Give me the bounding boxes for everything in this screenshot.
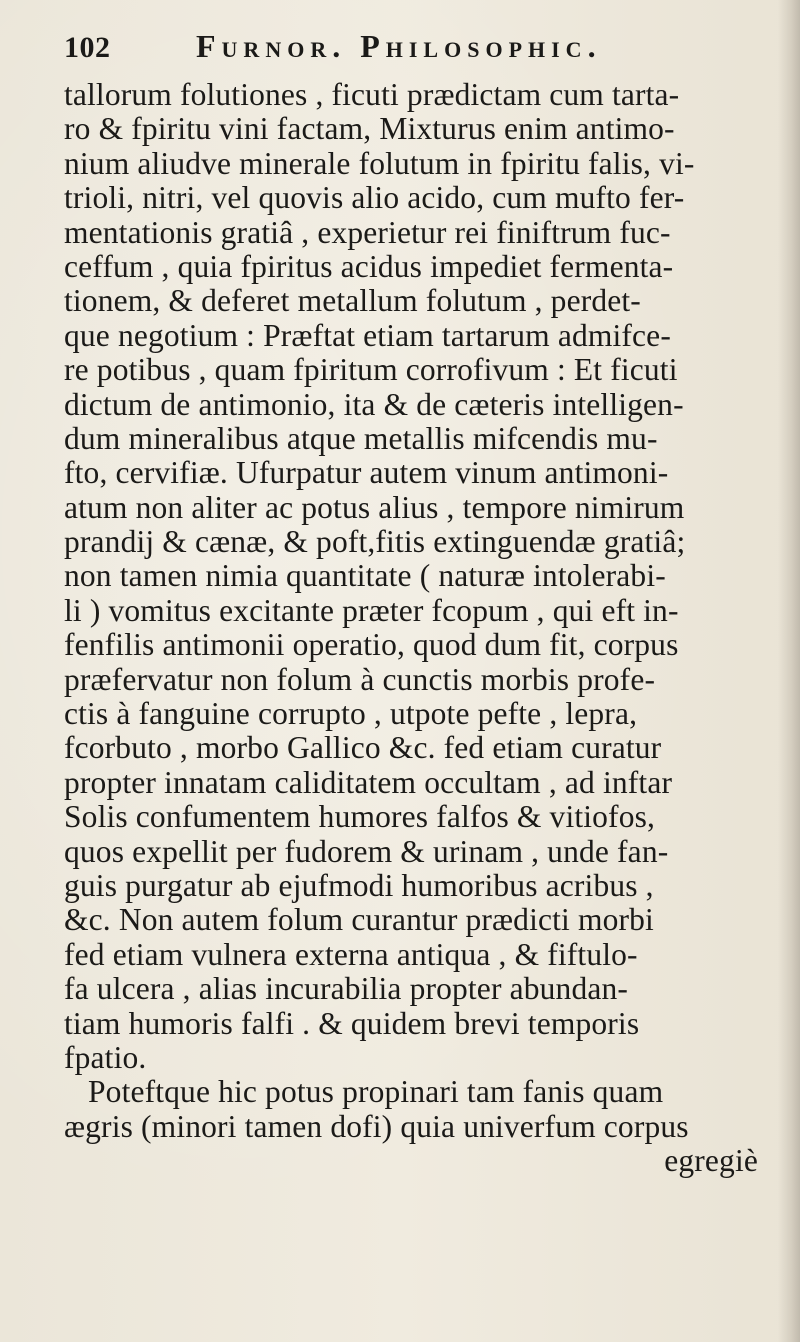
text-line: propter innatam caliditatem occultam , ad inftar [64, 765, 673, 800]
text-line: tionem, & deferet metallum folutum , perdet- [64, 284, 641, 319]
text-line: tiam humoris falfi . & quidem brevi temporis [64, 1006, 640, 1041]
text-line: nium aliudve minerale folutum in fpiritu falis, vi- [64, 146, 695, 181]
text-line: fed etiam vulnera externa antiqua , & fiftulo- [64, 937, 638, 972]
text-line: trioli, nitri, vel quovis alio acido, cum mufto fer- [64, 181, 685, 216]
text-line: guis purgatur ab ejufmodi humoribus acribus , [64, 868, 654, 903]
text-line: Solis confumentem humores falfos & vitiofos, [64, 800, 656, 835]
running-title: Furnor. Philosophic. [196, 28, 602, 64]
paragraph-start-line: Poteftque hic potus propinari tam fanis quam [88, 1075, 664, 1110]
text-line: prandij & cænæ, & poft,fitis extinguendæ gratiâ; [64, 525, 686, 560]
text-line: dum mineralibus atque metallis mifcendis mu- [64, 421, 658, 456]
text-line: fto, cervifiæ. Ufurpatur autem vinum antimoni- [64, 456, 669, 491]
body-text [64, 78, 786, 1179]
text-line: &c. Non autem folum curantur prædicti morbi [64, 903, 654, 938]
text-line: que negotium : Præftat etiam tartarum admifce- [64, 318, 671, 353]
text-line: fenfilis antimonii operatio, quod dum fit, corpus [64, 628, 679, 663]
page-edge-shadow [778, 0, 800, 1342]
text-line: fa ulcera , alias incurabilia propter abundan- [64, 972, 629, 1007]
text-line: re potibus , quam fpiritum corrofivum : Et ficuti [64, 353, 678, 388]
text-line: li ) vomitus excitante præter fcopum , qui eft in- [64, 593, 679, 628]
page-number: 102 [64, 31, 111, 64]
text-line: dictum de antimonio, ita & de cæteris intelligen- [64, 387, 684, 422]
text-line: fpatio. [64, 1040, 147, 1075]
text-line: quos expellit per fudorem & urinam , unde fan- [64, 834, 669, 869]
text-line: fcorbuto , morbo Gallico &c. fed etiam curatur [64, 731, 662, 766]
text-line: ægris (minori tamen dofi) quia univerfum corpus [64, 1109, 689, 1144]
text-line: ctis à fanguine corrupto , utpote pefte , lepra, [64, 697, 638, 732]
text-line: tallorum folutiones , ficuti prædictam cum tarta- [64, 78, 680, 112]
running-head [64, 28, 800, 74]
text-line: atum non aliter ac potus alius , tempore nimirum [64, 490, 685, 525]
text-line: mentationis gratiâ , experietur rei finiftrum fuc- [64, 215, 671, 250]
catchword: egregiè [664, 1144, 758, 1179]
text-line: præfervatur non folum à cunctis morbis profe- [64, 662, 656, 697]
text-line: ro & fpiritu vini factam, Mixturus enim antimo- [64, 112, 675, 147]
text-line: non tamen nimia quantitate ( naturæ intolerabi- [64, 559, 666, 594]
text-line: ceffum , quia fpiritus acidus impediet fermenta- [64, 249, 674, 284]
